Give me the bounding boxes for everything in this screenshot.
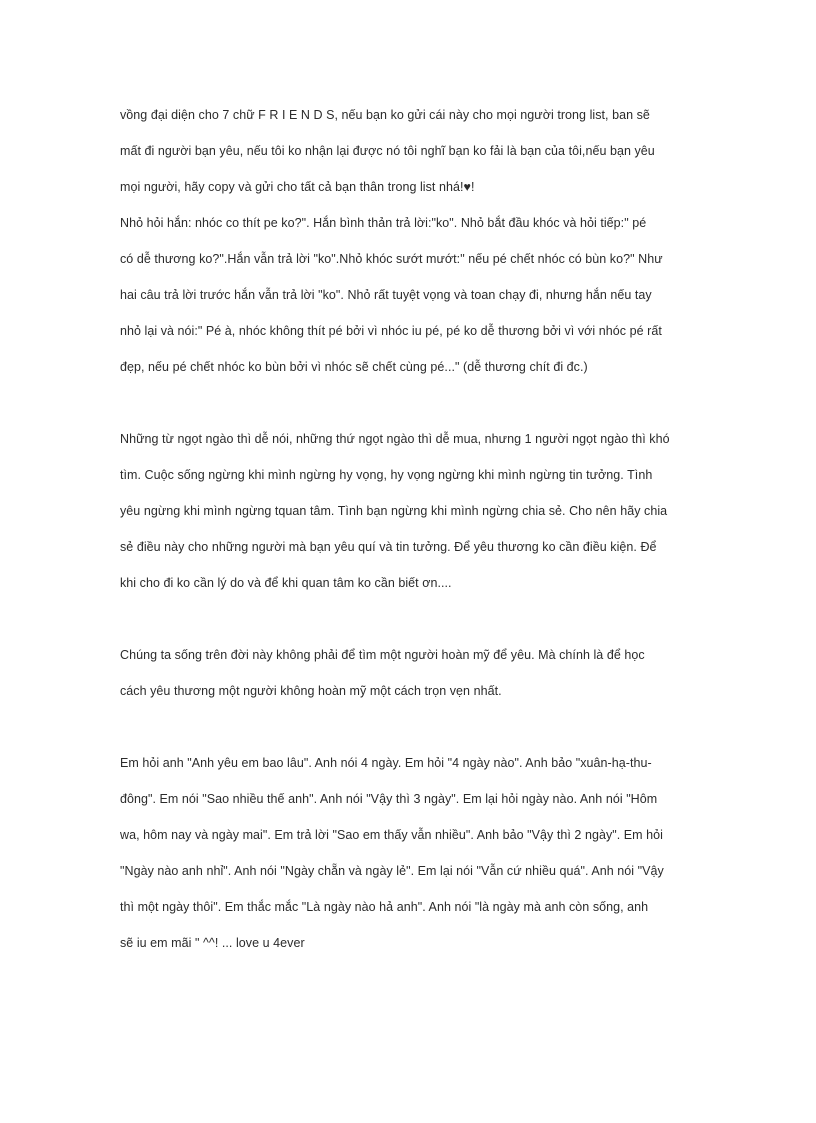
paragraph-ngot-ngao (120, 421, 700, 601)
text-line: tìm. Cuộc sống ngừng khi mình ngừng hy vọng, hy vọng ngừng khi mình ngừng tin tưởng. Tình (120, 468, 653, 482)
text-line: mất đi người bạn yêu, nếu tôi ko nhận lại được nó tôi nghĩ bạn ko fải là bạn của tôi,nếu bạn yêu (120, 144, 655, 158)
text-line: Chúng ta sống trên đời này không phải để tìm một người hoàn mỹ để yêu. Mà chính là để học (120, 648, 645, 662)
text-line: đông". Em nói "Sao nhiều thế anh". Anh nói "Vậy thì 3 ngày". Em lại hỏi ngày nào. Anh nói "Hôm (120, 792, 658, 806)
text-line: thì một ngày thôi". Em thắc mắc "Là ngày nào hả anh". Anh nói "là ngày mà anh còn sống, anh (120, 900, 649, 914)
text-line: khi cho đi ko cần lý do và để khi quan tâm ko cần biết ơn.... (120, 576, 452, 590)
text-line: "Ngày nào anh nhỉ". Anh nói "Ngày chẵn và ngày lẻ". Em lại nói "Vẫn cứ nhiều quá". Anh nói "Vậy (120, 864, 664, 878)
text-line: có dễ thương ko?".Hắn vẫn trả lời "ko".Nhỏ khóc sướt mướt:" nếu pé chết nhóc có bùn ko?" Như (120, 252, 663, 266)
paragraph-spacer (120, 709, 700, 745)
text-line: Em hỏi anh "Anh yêu em bao lâu". Anh nói 4 ngày. Em hỏi "4 ngày nào". Anh bảo "xuân-hạ-thu- (120, 756, 652, 770)
document-page (120, 97, 700, 961)
text-line: Những từ ngọt ngào thì dễ nói, những thứ ngọt ngào thì dễ mua, nhưng 1 người ngọt ngào thì khó (120, 432, 670, 446)
paragraph-spacer (120, 385, 700, 421)
text-line: sẽ iu em mãi " ^^! ... love u 4ever (120, 936, 305, 950)
text-line: đẹp, nếu pé chết nhóc ko bùn bởi vì nhóc sẽ chết cùng pé..." (dễ thương chít đi đc.) (120, 360, 588, 374)
paragraph-spacer (120, 601, 700, 637)
text-line: nhỏ lại và nói:" Pé à, nhóc không thít pé bởi vì nhóc iu pé, pé ko dễ thương bởi vì với nhóc pé rất (120, 324, 662, 338)
paragraph-hoan-my (120, 637, 700, 709)
text-line: hai câu trả lời trước hắn vẫn trả lời "ko". Nhỏ rất tuyệt vọng và toan chạy đi, nhưng hắn nếu tay (120, 288, 652, 302)
text-line: Nhỏ hỏi hắn: nhóc co thít pe ko?". Hắn bình thản trả lời:"ko". Nhỏ bắt đầu khóc và hỏi tiếp:" pé (120, 216, 647, 230)
paragraph-em-hoi-anh (120, 745, 700, 961)
text-line: wa, hôm nay và ngày mai". Em trả lời "Sao em thấy vẫn nhiều". Anh bảo "Vậy thì 2 ngày". Em hỏi (120, 828, 663, 842)
text-line: cách yêu thương một người không hoàn mỹ một cách trọn vẹn nhất. (120, 684, 502, 698)
text-line: sẻ điều này cho những người mà bạn yêu quí và tin tưởng. Để yêu thương ko cần điều kiện. Để (120, 540, 657, 554)
text-line: vồng đại diện cho 7 chữ F R I E N D S, nếu bạn ko gửi cái này cho mọi người trong list, ban sẽ (120, 108, 650, 122)
paragraph-nho-hoi-han (120, 205, 700, 385)
text-line: mọi người, hãy copy và gửi cho tất cả bạn thân trong list nhá!♥! (120, 180, 475, 194)
text-line: yêu ngừng khi mình ngừng tquan tâm. Tình bạn ngừng khi mình ngừng chia sẻ. Cho nên hãy chia (120, 504, 668, 518)
paragraph-friends (120, 97, 700, 205)
